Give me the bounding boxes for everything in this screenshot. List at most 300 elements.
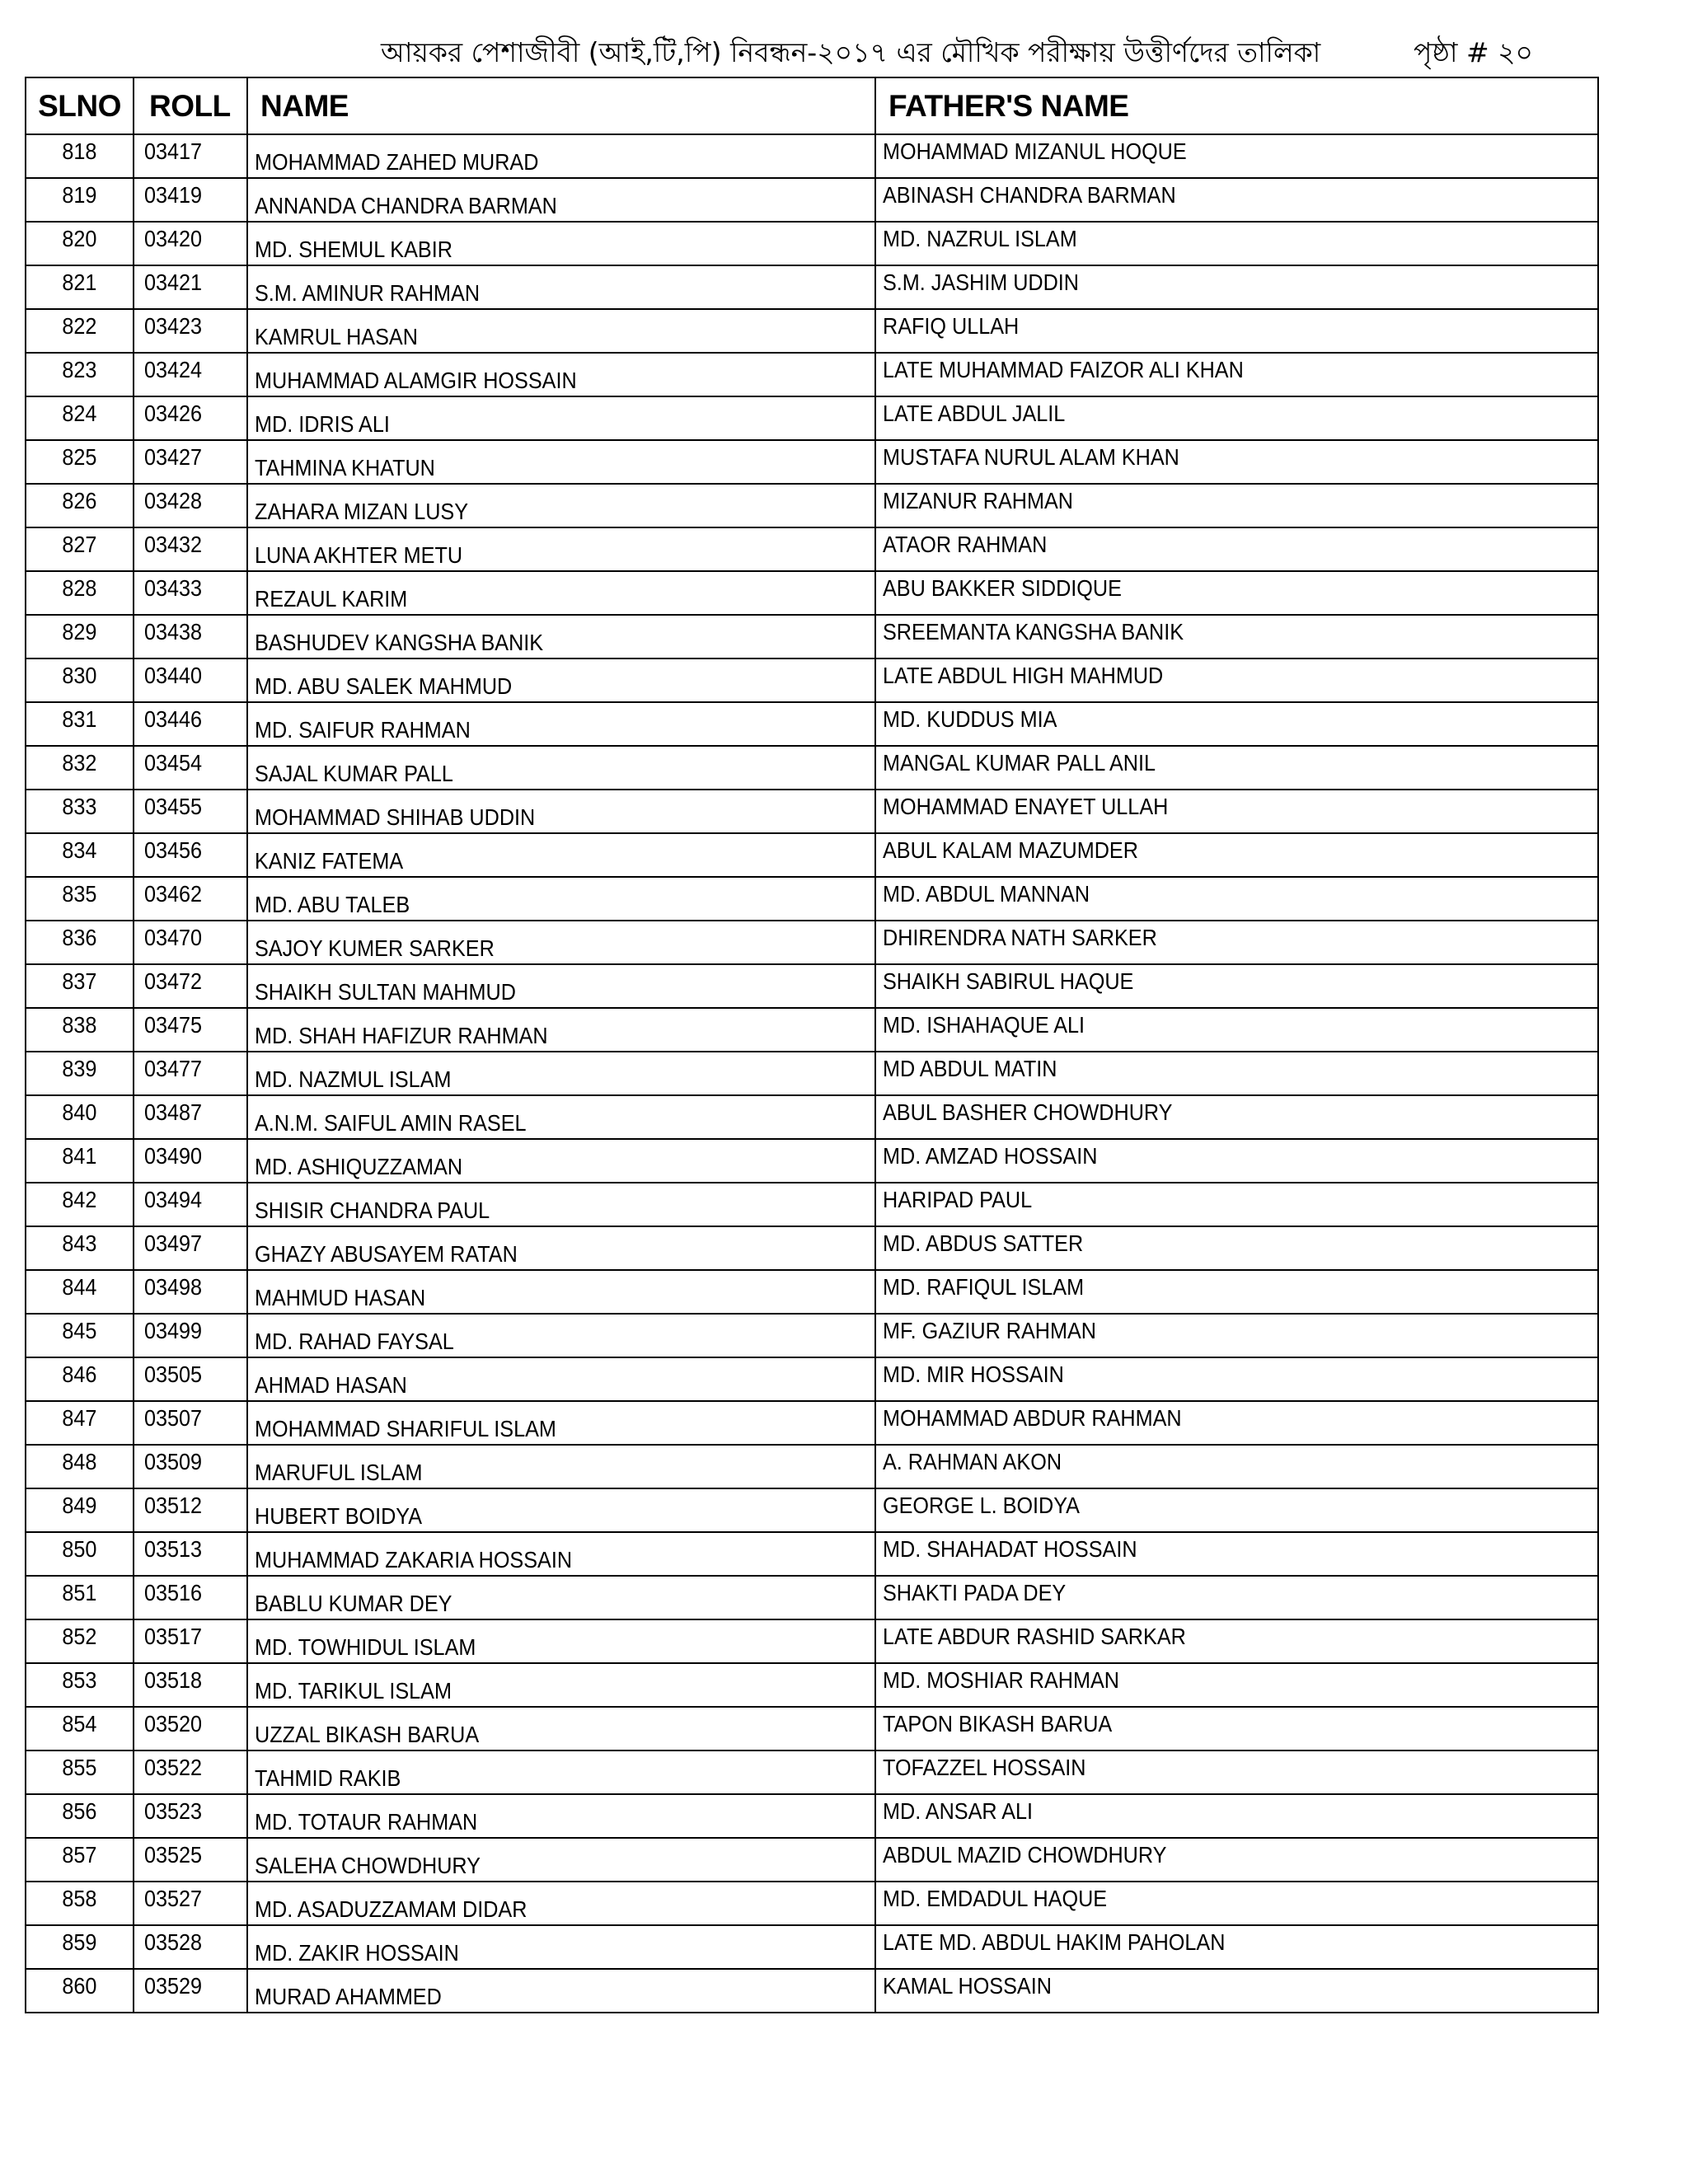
table-row xyxy=(26,877,1598,921)
serial-number-cell-text: 821 xyxy=(62,269,97,295)
candidate-name-cell-text: MD. ASADUZZAMAM DIDAR xyxy=(255,1896,528,1922)
candidate-name-cell-text: MOHAMMAD SHARIFUL ISLAM xyxy=(255,1416,556,1441)
fathers-name-cell-text: TAPON BIKASH BARUA xyxy=(883,1711,1113,1736)
roll-number-cell xyxy=(134,484,247,527)
table-row xyxy=(26,1750,1598,1794)
roll-number-cell xyxy=(134,964,247,1008)
serial-number-cell xyxy=(26,1794,134,1838)
fathers-name-cell xyxy=(875,833,1598,877)
serial-number-cell xyxy=(26,1270,134,1314)
table-header xyxy=(26,77,1598,134)
roll-number-cell xyxy=(134,702,247,746)
candidate-name-cell-text: KANIZ FATEMA xyxy=(255,848,404,874)
serial-number-cell-text: 830 xyxy=(62,663,97,688)
serial-number-cell-text: 851 xyxy=(62,1580,97,1605)
fathers-name-cell xyxy=(875,746,1598,790)
candidate-name-cell xyxy=(247,1882,875,1925)
candidate-name-cell xyxy=(247,746,875,790)
candidate-name-cell-text: MD. SHAH HAFIZUR RAHMAN xyxy=(255,1023,548,1048)
candidate-name-cell xyxy=(247,309,875,353)
candidate-name-cell-text: KAMRUL HASAN xyxy=(255,324,418,349)
candidate-name-cell-text: SALEHA CHOWDHURY xyxy=(255,1853,481,1878)
fathers-name-cell xyxy=(875,1270,1598,1314)
roll-number-cell xyxy=(134,222,247,265)
fathers-name-cell-text: LATE MUHAMMAD FAIZOR ALI KHAN xyxy=(883,357,1244,382)
fathers-name-cell-text: LATE ABDUL JALIL xyxy=(883,401,1066,426)
fathers-name-cell-text: MD. ANSAR ALI xyxy=(883,1798,1034,1824)
candidate-name-cell-text: MURAD AHAMMED xyxy=(255,1984,442,2009)
candidate-name-cell-text: MD. ASHIQUZZAMAN xyxy=(255,1154,463,1179)
roll-number-cell xyxy=(134,1619,247,1663)
candidate-name-cell xyxy=(247,658,875,702)
serial-number-cell xyxy=(26,396,134,440)
candidate-name-cell-text: LUNA AKHTER METU xyxy=(255,542,463,568)
serial-number-cell-text: 837 xyxy=(62,968,97,994)
serial-number-cell xyxy=(26,1095,134,1139)
serial-number-cell-text: 848 xyxy=(62,1449,97,1474)
roll-number-cell xyxy=(134,1095,247,1139)
table-row xyxy=(26,440,1598,484)
roll-number-cell xyxy=(134,134,247,178)
candidate-name-cell xyxy=(247,440,875,484)
candidate-name-cell xyxy=(247,702,875,746)
serial-number-cell-text: 836 xyxy=(62,925,97,950)
table-row xyxy=(26,1969,1598,2013)
fathers-name-cell-text: MOHAMMAD ENAYET ULLAH xyxy=(883,794,1169,819)
roll-number-cell xyxy=(134,265,247,309)
fathers-name-cell-text: MD. ISHAHAQUE ALI xyxy=(883,1012,1085,1038)
table-row xyxy=(26,1401,1598,1445)
candidate-name-cell-text: GHAZY ABUSAYEM RATAN xyxy=(255,1241,518,1267)
page-header xyxy=(0,26,1688,76)
table-row xyxy=(26,1357,1598,1401)
results-table-container xyxy=(25,77,1597,2013)
serial-number-cell xyxy=(26,1925,134,1969)
fathers-name-cell xyxy=(875,658,1598,702)
roll-number-cell xyxy=(134,1401,247,1445)
fathers-name-cell xyxy=(875,265,1598,309)
roll-number-cell-text: 03505 xyxy=(144,1361,203,1387)
table-row xyxy=(26,1707,1598,1750)
results-table xyxy=(25,77,1599,2013)
candidate-name-cell-text: REZAUL KARIM xyxy=(255,586,408,612)
table-row xyxy=(26,1008,1598,1052)
fathers-name-cell xyxy=(875,1139,1598,1183)
roll-number-cell-text: 03516 xyxy=(144,1580,203,1605)
fathers-name-cell-text: ATAOR RAHMAN xyxy=(883,532,1048,557)
serial-number-cell xyxy=(26,1838,134,1882)
roll-number-cell-text: 03428 xyxy=(144,488,203,513)
serial-number-cell-text: 850 xyxy=(62,1536,97,1562)
candidate-name-cell-text: SAJAL KUMAR PALL xyxy=(255,761,453,786)
fathers-name-cell xyxy=(875,1357,1598,1401)
candidate-name-cell xyxy=(247,790,875,833)
candidate-name-cell xyxy=(247,1619,875,1663)
column-header-slno: SLNO xyxy=(26,77,134,134)
roll-number-cell-text: 03513 xyxy=(144,1536,203,1562)
candidate-name-cell xyxy=(247,396,875,440)
roll-number-cell xyxy=(134,1969,247,2013)
candidate-name-cell-text: ANNANDA CHANDRA BARMAN xyxy=(255,193,557,218)
candidate-name-cell-text: HUBERT BOIDYA xyxy=(255,1503,423,1529)
roll-number-cell xyxy=(134,527,247,571)
candidate-name-cell-text: MOHAMMAD ZAHED MURAD xyxy=(255,149,539,175)
table-row xyxy=(26,1663,1598,1707)
serial-number-cell xyxy=(26,353,134,396)
table-row xyxy=(26,265,1598,309)
candidate-name-cell-text: MOHAMMAD SHIHAB UDDIN xyxy=(255,804,536,830)
serial-number-cell xyxy=(26,964,134,1008)
table-row xyxy=(26,1576,1598,1619)
roll-number-cell-text: 03512 xyxy=(144,1493,203,1518)
table-row xyxy=(26,702,1598,746)
table-row xyxy=(26,1183,1598,1226)
table-row xyxy=(26,1488,1598,1532)
candidate-name-cell xyxy=(247,1445,875,1488)
roll-number-cell xyxy=(134,309,247,353)
table-row xyxy=(26,527,1598,571)
roll-number-cell xyxy=(134,440,247,484)
fathers-name-cell xyxy=(875,1707,1598,1750)
roll-number-cell xyxy=(134,1270,247,1314)
fathers-name-cell xyxy=(875,1183,1598,1226)
serial-number-cell-text: 828 xyxy=(62,575,97,601)
table-row xyxy=(26,1619,1598,1663)
table-row xyxy=(26,571,1598,615)
serial-number-cell-text: 844 xyxy=(62,1274,97,1300)
table-row xyxy=(26,1925,1598,1969)
fathers-name-cell-text: ABUL BASHER CHOWDHURY xyxy=(883,1099,1173,1125)
roll-number-cell xyxy=(134,1532,247,1576)
table-row xyxy=(26,1052,1598,1095)
candidate-name-cell xyxy=(247,1095,875,1139)
table-row xyxy=(26,1314,1598,1357)
fathers-name-cell-text: MOHAMMAD ABDUR RAHMAN xyxy=(883,1405,1182,1431)
candidate-name-cell xyxy=(247,134,875,178)
roll-number-cell xyxy=(134,833,247,877)
fathers-name-cell xyxy=(875,1445,1598,1488)
roll-number-cell xyxy=(134,1663,247,1707)
roll-number-cell-text: 03455 xyxy=(144,794,203,819)
roll-number-cell xyxy=(134,790,247,833)
serial-number-cell xyxy=(26,134,134,178)
roll-number-cell xyxy=(134,1183,247,1226)
fathers-name-cell xyxy=(875,964,1598,1008)
candidate-name-cell xyxy=(247,265,875,309)
serial-number-cell xyxy=(26,309,134,353)
page-title: আয়কর পেশাজীবী (আই,টি,পি) নিবন্ধন-২০১৭ এর মৌখিক পরীক্ষায় উত্তীর্ণদের তালিকা xyxy=(381,36,1321,68)
roll-number-cell xyxy=(134,571,247,615)
serial-number-cell-text: 843 xyxy=(62,1230,97,1256)
fathers-name-cell-text: MUSTAFA NURUL ALAM KHAN xyxy=(883,444,1179,470)
serial-number-cell xyxy=(26,571,134,615)
fathers-name-cell xyxy=(875,571,1598,615)
serial-number-cell-text: 840 xyxy=(62,1099,97,1125)
candidate-name-cell-text: MD. SHEMUL KABIR xyxy=(255,237,452,262)
serial-number-cell-text: 818 xyxy=(62,138,97,164)
candidate-name-cell xyxy=(247,1707,875,1750)
fathers-name-cell xyxy=(875,1532,1598,1576)
candidate-name-cell-text: BASHUDEV KANGSHA BANIK xyxy=(255,630,544,655)
fathers-name-cell-text: S.M. JASHIM UDDIN xyxy=(883,269,1080,295)
candidate-name-cell-text: TAHMID RAKIB xyxy=(255,1765,401,1791)
fathers-name-cell-text: SHAIKH SABIRUL HAQUE xyxy=(883,968,1134,994)
serial-number-cell xyxy=(26,440,134,484)
fathers-name-cell xyxy=(875,702,1598,746)
fathers-name-cell xyxy=(875,1663,1598,1707)
table-row xyxy=(26,1095,1598,1139)
roll-number-cell-text: 03421 xyxy=(144,269,203,295)
table-row xyxy=(26,964,1598,1008)
candidate-name-cell xyxy=(247,964,875,1008)
roll-number-cell xyxy=(134,1794,247,1838)
candidate-name-cell-text: MD. TOWHIDUL ISLAM xyxy=(255,1634,476,1660)
candidate-name-cell-text: BABLU KUMAR DEY xyxy=(255,1591,452,1616)
candidate-name-cell xyxy=(247,1270,875,1314)
roll-number-cell xyxy=(134,1445,247,1488)
fathers-name-cell-text: ABU BAKKER SIDDIQUE xyxy=(883,575,1122,601)
serial-number-cell-text: 858 xyxy=(62,1886,97,1911)
table-row xyxy=(26,1445,1598,1488)
candidate-name-cell xyxy=(247,1925,875,1969)
fathers-name-cell xyxy=(875,877,1598,921)
candidate-name-cell xyxy=(247,571,875,615)
roll-number-cell-text: 03423 xyxy=(144,313,203,339)
fathers-name-cell xyxy=(875,1401,1598,1445)
serial-number-cell xyxy=(26,1139,134,1183)
candidate-name-cell xyxy=(247,1314,875,1357)
candidate-name-cell-text: AHMAD HASAN xyxy=(255,1372,407,1398)
table-row xyxy=(26,833,1598,877)
roll-number-cell-text: 03446 xyxy=(144,706,203,732)
fathers-name-cell-text: A. RAHMAN AKON xyxy=(883,1449,1062,1474)
fathers-name-cell xyxy=(875,440,1598,484)
roll-number-cell xyxy=(134,1707,247,1750)
fathers-name-cell-text: MD. KUDDUS MIA xyxy=(883,706,1057,732)
candidate-name-cell-text: ZAHARA MIZAN LUSY xyxy=(255,499,469,524)
serial-number-cell-text: 824 xyxy=(62,401,97,426)
serial-number-cell-text: 857 xyxy=(62,1842,97,1868)
roll-number-cell-text: 03509 xyxy=(144,1449,203,1474)
fathers-name-cell xyxy=(875,1008,1598,1052)
roll-number-cell-text: 03522 xyxy=(144,1755,203,1780)
serial-number-cell xyxy=(26,833,134,877)
roll-number-cell-text: 03456 xyxy=(144,837,203,863)
fathers-name-cell-text: MD ABDUL MATIN xyxy=(883,1056,1057,1081)
candidate-name-cell-text: MD. RAHAD FAYSAL xyxy=(255,1329,454,1354)
fathers-name-cell xyxy=(875,1052,1598,1095)
fathers-name-cell xyxy=(875,1488,1598,1532)
roll-number-cell xyxy=(134,1925,247,1969)
roll-number-cell xyxy=(134,658,247,702)
fathers-name-cell-text: RAFIQ ULLAH xyxy=(883,313,1020,339)
fathers-name-cell xyxy=(875,309,1598,353)
roll-number-cell xyxy=(134,178,247,222)
fathers-name-cell xyxy=(875,615,1598,658)
table-row xyxy=(26,921,1598,964)
fathers-name-cell-text: MIZANUR RAHMAN xyxy=(883,488,1074,513)
candidate-name-cell xyxy=(247,1532,875,1576)
fathers-name-cell-text: DHIRENDRA NATH SARKER xyxy=(883,925,1157,950)
fathers-name-cell-text: MD. EMDADUL HAQUE xyxy=(883,1886,1108,1911)
serial-number-cell xyxy=(26,877,134,921)
fathers-name-cell xyxy=(875,1314,1598,1357)
serial-number-cell xyxy=(26,1750,134,1794)
roll-number-cell xyxy=(134,615,247,658)
serial-number-cell xyxy=(26,265,134,309)
table-row xyxy=(26,790,1598,833)
serial-number-cell-text: 832 xyxy=(62,750,97,776)
candidate-name-cell-text: S.M. AMINUR RAHMAN xyxy=(255,280,481,306)
fathers-name-cell-text: SHAKTI PADA DEY xyxy=(883,1580,1067,1605)
serial-number-cell-text: 839 xyxy=(62,1056,97,1081)
roll-number-cell-text: 03497 xyxy=(144,1230,203,1256)
candidate-name-cell xyxy=(247,1052,875,1095)
fathers-name-cell xyxy=(875,1226,1598,1270)
serial-number-cell xyxy=(26,527,134,571)
serial-number-cell xyxy=(26,1183,134,1226)
table-header-row xyxy=(26,77,1598,134)
serial-number-cell-text: 859 xyxy=(62,1929,97,1955)
fathers-name-cell-text: MD. NAZRUL ISLAM xyxy=(883,226,1077,251)
roll-number-cell-text: 03462 xyxy=(144,881,203,907)
fathers-name-cell xyxy=(875,1838,1598,1882)
serial-number-cell-text: 827 xyxy=(62,532,97,557)
serial-number-cell xyxy=(26,1969,134,2013)
roll-number-cell-text: 03529 xyxy=(144,1973,203,1999)
serial-number-cell-text: 829 xyxy=(62,619,97,644)
serial-number-cell-text: 833 xyxy=(62,794,97,819)
table-row xyxy=(26,1226,1598,1270)
table-row xyxy=(26,484,1598,527)
roll-number-cell-text: 03499 xyxy=(144,1318,203,1343)
table-row xyxy=(26,1838,1598,1882)
fathers-name-cell xyxy=(875,1750,1598,1794)
roll-number-cell xyxy=(134,921,247,964)
fathers-name-cell-text: MF. GAZIUR RAHMAN xyxy=(883,1318,1097,1343)
fathers-name-cell-text: MOHAMMAD MIZANUL HOQUE xyxy=(883,138,1187,164)
roll-number-cell xyxy=(134,1838,247,1882)
fathers-name-cell-text: LATE ABDUR RASHID SARKAR xyxy=(883,1624,1186,1649)
table-row xyxy=(26,1882,1598,1925)
fathers-name-cell-text: HARIPAD PAUL xyxy=(883,1187,1033,1212)
candidate-name-cell xyxy=(247,1183,875,1226)
fathers-name-cell xyxy=(875,921,1598,964)
serial-number-cell xyxy=(26,1226,134,1270)
roll-number-cell-text: 03440 xyxy=(144,663,203,688)
fathers-name-cell-text: MD. ABDUS SATTER xyxy=(883,1230,1084,1256)
table-row xyxy=(26,178,1598,222)
fathers-name-cell-text: GEORGE L. BOIDYA xyxy=(883,1493,1081,1518)
table-row xyxy=(26,1532,1598,1576)
candidate-name-cell xyxy=(247,1576,875,1619)
roll-number-cell-text: 03427 xyxy=(144,444,203,470)
table-row xyxy=(26,1139,1598,1183)
fathers-name-cell xyxy=(875,396,1598,440)
serial-number-cell-text: 831 xyxy=(62,706,97,732)
roll-number-cell-text: 03527 xyxy=(144,1886,203,1911)
fathers-name-cell-text: MD. ABDUL MANNAN xyxy=(883,881,1090,907)
roll-number-cell xyxy=(134,1314,247,1357)
serial-number-cell-text: 855 xyxy=(62,1755,97,1780)
fathers-name-cell xyxy=(875,1619,1598,1663)
candidate-name-cell-text: UZZAL BIKASH BARUA xyxy=(255,1722,480,1747)
roll-number-cell-text: 03490 xyxy=(144,1143,203,1169)
serial-number-cell-text: 854 xyxy=(62,1711,97,1736)
fathers-name-cell xyxy=(875,178,1598,222)
roll-number-cell-text: 03424 xyxy=(144,357,203,382)
roll-number-cell xyxy=(134,877,247,921)
candidate-name-cell xyxy=(247,484,875,527)
serial-number-cell xyxy=(26,222,134,265)
roll-number-cell-text: 03487 xyxy=(144,1099,203,1125)
roll-number-cell-text: 03528 xyxy=(144,1929,203,1955)
table-row xyxy=(26,658,1598,702)
serial-number-cell-text: 823 xyxy=(62,357,97,382)
fathers-name-cell-text: MANGAL KUMAR PALL ANIL xyxy=(883,750,1156,776)
candidate-name-cell-text: A.N.M. SAIFUL AMIN RASEL xyxy=(255,1110,527,1136)
roll-number-cell xyxy=(134,1750,247,1794)
fathers-name-cell xyxy=(875,134,1598,178)
column-header-name: NAME xyxy=(247,77,875,134)
fathers-name-cell-text: MD. MOSHIAR RAHMAN xyxy=(883,1667,1120,1693)
serial-number-cell-text: 834 xyxy=(62,837,97,863)
page-number: পৃষ্ঠা # ২০ xyxy=(1414,36,1534,68)
table-row xyxy=(26,746,1598,790)
table-row xyxy=(26,309,1598,353)
candidate-name-cell xyxy=(247,178,875,222)
serial-number-cell-text: 845 xyxy=(62,1318,97,1343)
candidate-name-cell-text: SAJOY KUMER SARKER xyxy=(255,935,495,961)
serial-number-cell xyxy=(26,746,134,790)
candidate-name-cell-text: MAHMUD HASAN xyxy=(255,1285,426,1310)
candidate-name-cell xyxy=(247,1488,875,1532)
candidate-name-cell-text: MUHAMMAD ALAMGIR HOSSAIN xyxy=(255,368,577,393)
fathers-name-cell xyxy=(875,1969,1598,2013)
candidate-name-cell xyxy=(247,1008,875,1052)
serial-number-cell xyxy=(26,1401,134,1445)
roll-number-cell xyxy=(134,396,247,440)
table-row xyxy=(26,134,1598,178)
fathers-name-cell-text: ABUL KALAM MAZUMDER xyxy=(883,837,1138,863)
candidate-name-cell xyxy=(247,615,875,658)
serial-number-cell xyxy=(26,1882,134,1925)
fathers-name-cell xyxy=(875,353,1598,396)
candidate-name-cell xyxy=(247,1794,875,1838)
roll-number-cell-text: 03420 xyxy=(144,226,203,251)
roll-number-cell xyxy=(134,1488,247,1532)
candidate-name-cell-text: MD. IDRIS ALI xyxy=(255,411,390,437)
roll-number-cell xyxy=(134,1226,247,1270)
serial-number-cell-text: 820 xyxy=(62,226,97,251)
serial-number-cell xyxy=(26,1357,134,1401)
serial-number-cell xyxy=(26,1488,134,1532)
fathers-name-cell-text: MD. MIR HOSSAIN xyxy=(883,1361,1064,1387)
serial-number-cell xyxy=(26,1619,134,1663)
fathers-name-cell-text: ABINASH CHANDRA BARMAN xyxy=(883,182,1176,208)
serial-number-cell xyxy=(26,1707,134,1750)
candidate-name-cell-text: SHAIKH SULTAN MAHMUD xyxy=(255,979,516,1005)
roll-number-cell xyxy=(134,1882,247,1925)
roll-number-cell-text: 03433 xyxy=(144,575,203,601)
candidate-name-cell xyxy=(247,1357,875,1401)
serial-number-cell xyxy=(26,702,134,746)
serial-number-cell-text: 842 xyxy=(62,1187,97,1212)
candidate-name-cell-text: MD. TOTAUR RAHMAN xyxy=(255,1809,478,1835)
candidate-name-cell xyxy=(247,877,875,921)
serial-number-cell-text: 838 xyxy=(62,1012,97,1038)
roll-number-cell-text: 03470 xyxy=(144,925,203,950)
